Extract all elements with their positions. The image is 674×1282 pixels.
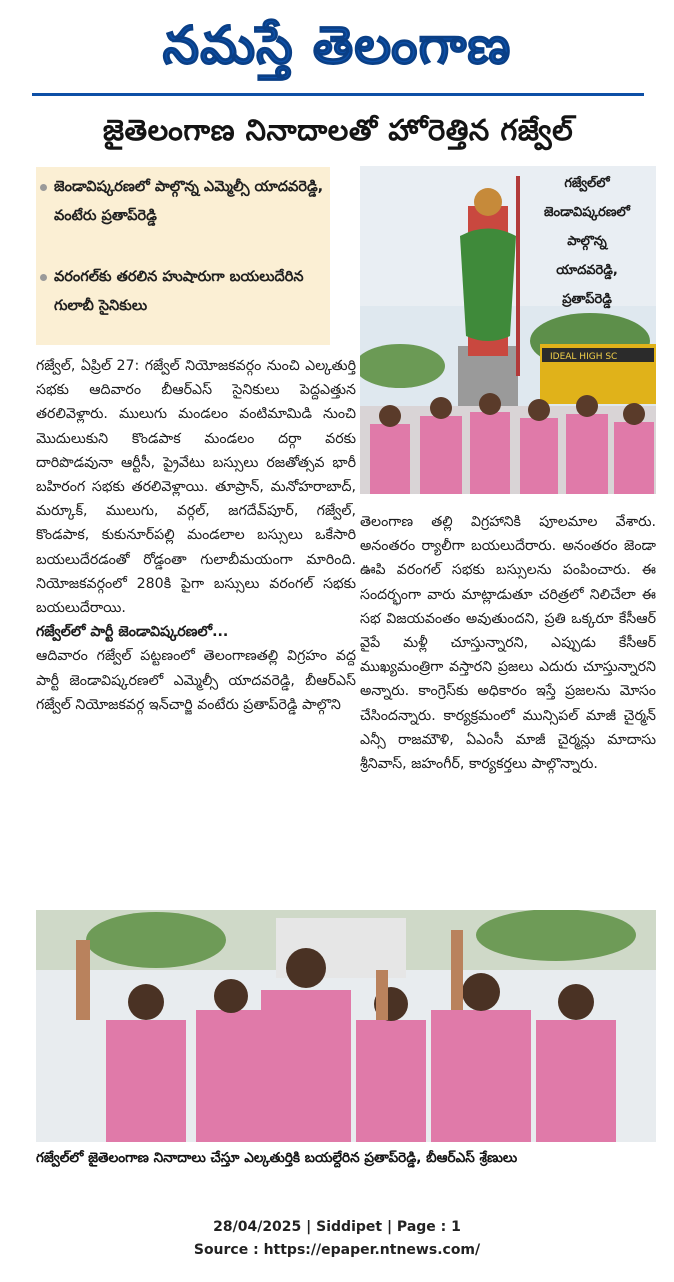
rally-photo-caption: గజ్వేల్‌లో జైతెలంగాణ నినాదాలు చేస్తూ ఎల్కతుర్తికి బయల్దేరిన ప్రతాప్‌రెడ్డి, బీఆర్ఎస్ శ్రేణులు	[36, 1150, 518, 1166]
headline: జైతెలంగాణ నినాదాలతో హోరెత్తిన గజ్వేల్	[102, 113, 574, 147]
footer-date-page: 28/04/2025 | Siddipet | Page : 1	[213, 1219, 461, 1235]
masthead-rule	[32, 93, 644, 96]
bus-sign: IDEAL HIGH SC	[550, 352, 618, 362]
article-paragraph: ఆదివారం గజ్వేల్ పట్టణంలో తెలంగాణతల్లి విగ్రహం వద్ద పార్టీ జెండావిష్కరణలో ఎమ్మెల్సీ యాదవరెడ్డి, బీఆర్ఎస్ గజ్వేల్ నియోజకవర్గ ఇన్‌చార్జి వంటేరు ప్రతాప్‌రెడ్డి పాల్గొని	[36, 648, 356, 713]
caption-line: జెండావిష్కరణలో	[544, 205, 630, 220]
highlight-text: జెండావిష్కరణలో పాల్గొన్న ఎమ్మెల్సీ యాదవరెడ్డి, వంటేరు ప్రతాప్‌రెడ్డి	[54, 179, 324, 224]
masthead	[0, 0, 674, 92]
caption-line: పాల్గొన్న	[567, 234, 607, 249]
caption-line: ప్రతాప్‌రెడ్డి	[562, 292, 612, 307]
article-column-left	[36, 354, 356, 717]
highlights-box	[36, 167, 330, 345]
article-column-right	[360, 510, 656, 776]
masthead-title: నమస్తే తెలంగాణ	[162, 16, 512, 76]
bullet-icon	[40, 184, 47, 191]
rally-photo	[36, 910, 656, 1142]
highlight-item	[54, 173, 324, 231]
article-subhead: గజ్వేల్‌లో పార్టీ జెండావిష్కరణలో...	[36, 624, 229, 641]
highlight-item	[54, 263, 324, 321]
article-paragraph: గజ్వేల్, ఏప్రిల్ 27: గజ్వేల్ నియోజకవర్గం నుంచి ఎల్కతుర్తి సభకు ఆదివారం బీఆర్ఎస్ సైనికులు పెద్దఎత్తున తరలివెళ్లారు. ములుగు మండలం వంటిమామిడి నుంచి మొదులుకుని కొండపాక మండలం దర్గా వరకు దారిపొడవునా ఆర్టీసీ, ప్రైవేటు బస్సులు రజతోత్సవ భారీ బహిరంగ సభకు తరలివెళ్లాయి. తూప్రాన్, మనోహరాబాద్, మర్కూక్, ములుగు, వర్గల్, జగదేవ్‌పూర్, గజ్వేల్, కొండపాక, కుకునూర్‌పల్లి మండలాల బస్సులు ఒకేసారి బయలుదేరడంతో రోడ్డంతా గులాబీమయంగా మారింది. నియోజకవర్గంలో 280కి పైగా బస్సులు వరంగల్ సభకు బయలుదేరాయి.	[36, 358, 356, 617]
rally-photo-illustration	[36, 910, 656, 1142]
footer-source-link[interactable]: Source : https://epaper.ntnews.com/	[193, 1242, 481, 1258]
article-paragraph: తెలంగాణ తల్లి విగ్రహానికి పూలమాల వేశారు. అనంతరం ర్యాలీగా బయలుదేరారు. అనంతరం జెండా ఊపి వరంగల్ సభకు బస్సులను పంపించారు. ఈ సందర్భంగా వారు మాట్లాడుతూ చరిత్రలో నిలిచేలా ఈ సభ విజయవంతం అవుతుందని, ప్రతి ఒక్కరూ కేసీఆర్ వైపే మళ్లీ చూస్తున్నారని, ఎప్పుడు కేసీఆర్ ముఖ్యమంత్రిగా వస్తారని ప్రజలు ఎదురు చూస్తున్నారని అన్నారు. కాంగ్రెస్‌కు అధికారం ఇస్తే ప్రజలను మోసం చేసిందన్నారు. కార్యక్రమంలో మున్సిపల్ మాజీ చైర్మన్ ఎన్సీ రాజమౌళి, ఏఎంసీ మాజీ చైర్మన్లు మాదాసు శ్రీనివాస్, జహంగీర్, కార్యకర్తలు పాల్గొన్నారు.	[360, 514, 656, 773]
statue-photo-caption	[520, 169, 654, 314]
bullet-icon	[40, 274, 47, 281]
caption-line: గజ్వేల్‌లో	[564, 176, 610, 191]
highlight-text: వరంగల్‌కు తరలిన హుషారుగా బయలుదేరిన గులాబీ సైనికులు	[54, 269, 304, 314]
caption-line: యాదవరెడ్డి,	[556, 263, 618, 278]
